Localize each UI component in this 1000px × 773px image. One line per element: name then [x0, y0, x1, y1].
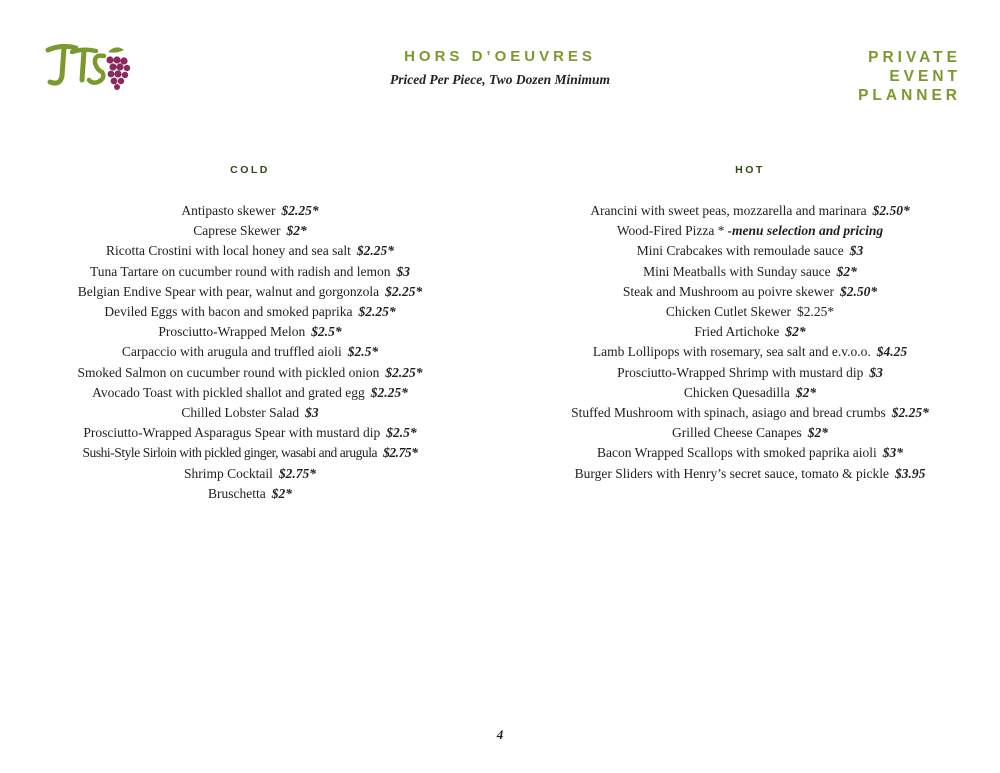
item-name: Caprese Skewer [193, 223, 281, 239]
item-price: $2* [286, 223, 307, 239]
menu-item [50, 484, 450, 504]
menu-item [50, 302, 450, 322]
logo-text: JTS [42, 40, 44, 41]
item-price: $2.25* [281, 203, 319, 218]
item-name: Bacon Wrapped Scallops with smoked paprika aioli [597, 445, 877, 461]
item-name: Prosciutto-Wrapped Melon [158, 324, 306, 340]
item-name: Carpaccio with arugula and truffled aioli [121, 344, 342, 360]
item-name: Burger Sliders with Henry’s secret sauce, tomato & pickle [574, 465, 889, 481]
menu-item [550, 241, 950, 261]
item-name: Arancini with sweet peas, mozzarella and marinara [590, 203, 867, 218]
item-price: $4.25 [876, 344, 908, 360]
item-name: Bruschetta [208, 485, 266, 501]
item-price: $2.75* [383, 445, 418, 461]
item-name: Mini Crabcakes with remoulade sauce [636, 243, 844, 259]
menu-item [50, 443, 450, 463]
menu-item [550, 363, 950, 383]
page-number: 4 [496, 727, 504, 742]
menu-item [50, 403, 450, 423]
hot-section-title: HOT [735, 164, 765, 176]
private-event-planner-label [858, 48, 961, 105]
menu-item [550, 302, 950, 322]
menu-item [50, 201, 450, 221]
menu-item [550, 221, 950, 241]
item-price: $2.50* [839, 283, 878, 299]
item-price: $2* [807, 425, 828, 441]
menu-item [50, 322, 450, 342]
menu-item [50, 363, 450, 383]
menu-item [50, 464, 450, 484]
item-name: Avocado Toast with pickled shallot and grated egg [92, 384, 365, 400]
planner-line: PRIVATE [868, 49, 961, 66]
item-name: Tuna Tartare on cucumber round with radish and lemon [90, 263, 391, 279]
item-price: $2* [785, 324, 806, 340]
item-name: Steak and Mushroom au poivre skewer [622, 283, 834, 299]
menu-item [550, 201, 950, 221]
item-name: Smoked Salmon on cucumber round with pickled onion [77, 364, 380, 380]
item-name: Prosciutto-Wrapped Shrimp with mustard dip [617, 364, 864, 380]
item-name: Chilled Lobster Salad [181, 405, 300, 421]
item-price: $3 [869, 364, 883, 380]
item-price: $2* [795, 384, 817, 400]
menu-item [50, 282, 450, 302]
item-name: Shrimp Cocktail [184, 465, 273, 481]
item-price: $2.50* [872, 203, 910, 218]
item-price: $3 [849, 243, 864, 259]
cold-section [50, 164, 450, 504]
menu-item [550, 383, 950, 403]
menu-item [50, 383, 450, 403]
menu-item [50, 262, 450, 282]
menu-item [550, 443, 950, 463]
item-price: $3.95 [894, 465, 926, 481]
hot-section [550, 164, 950, 484]
menu-item [550, 262, 950, 282]
item-price: $2.75* [278, 465, 316, 481]
page-header [0, 48, 1000, 88]
item-price: $2.25* [370, 384, 408, 400]
item-price: $2.5* [386, 425, 417, 441]
item-price: $2.25* [385, 364, 423, 380]
item-name: Chicken Cutlet Skewer [665, 304, 792, 320]
item-price: $2.5* [311, 324, 342, 340]
item-name: Prosciutto-Wrapped Asparagus Spear with mustard dip [83, 425, 381, 441]
item-name: Deviled Eggs with bacon and smoked paprika [104, 304, 353, 320]
hot-menu-list [550, 201, 950, 484]
menu-item [50, 241, 450, 261]
cold-section-title: COLD [230, 164, 270, 176]
item-price: $3* [882, 445, 903, 461]
menu-item [550, 342, 950, 362]
menu-item [50, 423, 450, 443]
item-price: $2.25* [385, 283, 423, 299]
planner-line: EVENT [889, 68, 961, 85]
item-name: Mini Meatballs with Sunday sauce [643, 263, 831, 279]
page-subtitle: Priced Per Piece, Two Dozen Minimum [390, 72, 610, 87]
item-name: Grilled Cheese Canapes [672, 425, 802, 441]
item-name: Belgian Endive Spear with pear, walnut and gorgonzola [77, 283, 380, 299]
menu-item [550, 464, 950, 484]
item-price: $3 [396, 263, 410, 279]
item-price: $2* [271, 485, 292, 501]
cold-menu-list [50, 201, 450, 504]
page-title: HORS D’OEUVRES [404, 48, 596, 65]
item-price: $2.25* [891, 405, 929, 421]
menu-item [550, 322, 950, 342]
item-name: Ricotta Crostini with local honey and sea salt [106, 243, 351, 259]
item-price: $2* [836, 263, 857, 279]
item-price: $3 [305, 405, 319, 421]
item-name: Lamb Lollipops with rosemary, sea salt and e.v.o.o. [592, 344, 871, 360]
item-price: $2.5* [347, 344, 379, 360]
menu-item [50, 221, 450, 241]
menu-item [550, 403, 950, 423]
menu-item [550, 282, 950, 302]
menu-item [550, 423, 950, 443]
item-name: Fried Artichoke [694, 324, 780, 340]
item-name: Wood-Fired Pizza * [616, 223, 725, 239]
item-price: $2.25* [358, 304, 396, 320]
item-name: Chicken Quesadilla [683, 384, 790, 400]
item-price: $2.25* [797, 304, 835, 320]
planner-line: PLANNER [858, 87, 961, 104]
item-name: Stuffed Mushroom with spinach, asiago and bread crumbs [571, 405, 886, 421]
item-note: -menu selection and pricing [727, 223, 884, 239]
item-price: $2.25* [356, 243, 394, 259]
menu-item [50, 342, 450, 362]
item-name: Sushi-Style Sirloin with pickled ginger, wasabi and arugula [82, 445, 378, 461]
item-name: Antipasto skewer [181, 203, 276, 218]
